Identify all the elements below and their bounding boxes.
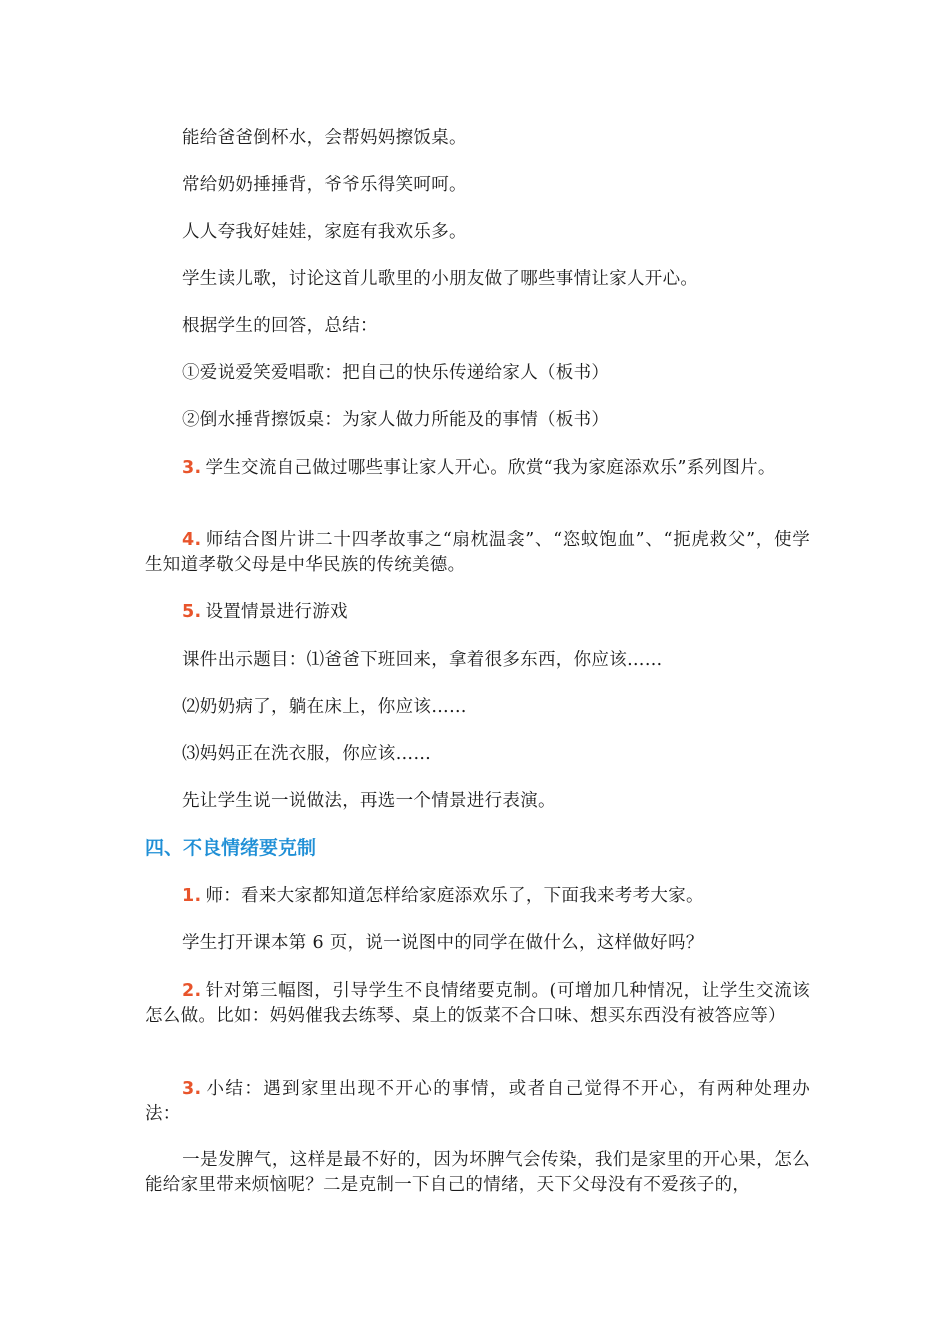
item-text: 师：看来大家都知道怎样给家庭添欢乐了，下面我来考考大家。 <box>205 886 704 906</box>
section-heading: 四、不良情绪要克制 <box>145 837 317 859</box>
section-item-2 <box>145 979 810 1029</box>
item-text: 小结：遇到家里出现不开心的事情，或者自己觉得不开心，有两种处理办法： <box>145 1079 810 1124</box>
verse-line-3: 人人夸我好娃娃，家庭有我欢乐多。 <box>182 222 467 242</box>
summary-point-2: ②倒水捶背擦饭桌：为家人做力所能及的事情（板书） <box>182 410 610 430</box>
section-item-3 <box>145 1077 810 1127</box>
item-number: 3. <box>182 458 202 478</box>
game-prompt-3: ⑶妈妈正在洗衣服，你应该…… <box>182 744 432 764</box>
list-item-3 <box>145 456 810 481</box>
list-item-5 <box>182 600 348 624</box>
paragraph-read-song: 学生读儿歌，讨论这首儿歌里的小朋友做了哪些事情让家人开心。 <box>182 269 699 289</box>
summary-point-1: ①爱说爱笑爱唱歌：把自己的快乐传递给家人（板书） <box>182 363 610 383</box>
item-text: 师结合图片讲二十四孝故事之“扇枕温衾”、“恣蚊饱血”、“扼虎救父”，使学生知道孝敬父母是中华民族的传统美德。 <box>145 530 810 575</box>
section-item-1 <box>182 884 704 908</box>
paragraph-summary-intro: 根据学生的回答，总结： <box>182 316 378 336</box>
verse-line-1: 能给爸爸倒杯水，会帮妈妈擦饭桌。 <box>182 128 467 148</box>
item-number: 3. <box>182 1079 202 1099</box>
item-number: 2. <box>182 981 202 1001</box>
item-number: 5. <box>182 602 202 622</box>
section-paragraph-handling <box>145 1148 810 1198</box>
game-prompt-2: ⑵奶奶病了，躺在床上，你应该…… <box>182 697 467 717</box>
game-instruction: 先让学生说一说做法，再选一个情景进行表演。 <box>182 791 556 811</box>
section-item-1-followup: 学生打开课本第 6 页，说一说图中的同学在做什么，这样做好吗？ <box>182 933 704 953</box>
paragraph-text: 一是发脾气，这样是最不好的，因为坏脾气会传染，我们是家里的开心果，怎么能给家里带来烦恼呢？二是克制一下自己的情绪，天下父母没有不爱孩子的， <box>145 1150 810 1195</box>
list-item-4 <box>145 528 810 578</box>
item-number: 4. <box>182 530 202 550</box>
game-prompt-1: 课件出示题目：⑴爸爸下班回来，拿着很多东西，你应该…… <box>182 650 663 670</box>
item-number: 1. <box>182 886 202 906</box>
item-text: 设置情景进行游戏 <box>205 602 348 622</box>
item-text: 学生交流自己做过哪些事让家人开心。欣赏“我为家庭添欢乐”系列图片。 <box>205 458 776 478</box>
verse-line-2: 常给奶奶捶捶背，爷爷乐得笑呵呵。 <box>182 175 467 195</box>
item-text: 针对第三幅图，引导学生不良情绪要克制。(可增加几种情况，让学生交流该怎么做。比如：妈妈催我去练琴、桌上的饭菜不合口味、想买东西没有被答应等） <box>145 981 810 1026</box>
